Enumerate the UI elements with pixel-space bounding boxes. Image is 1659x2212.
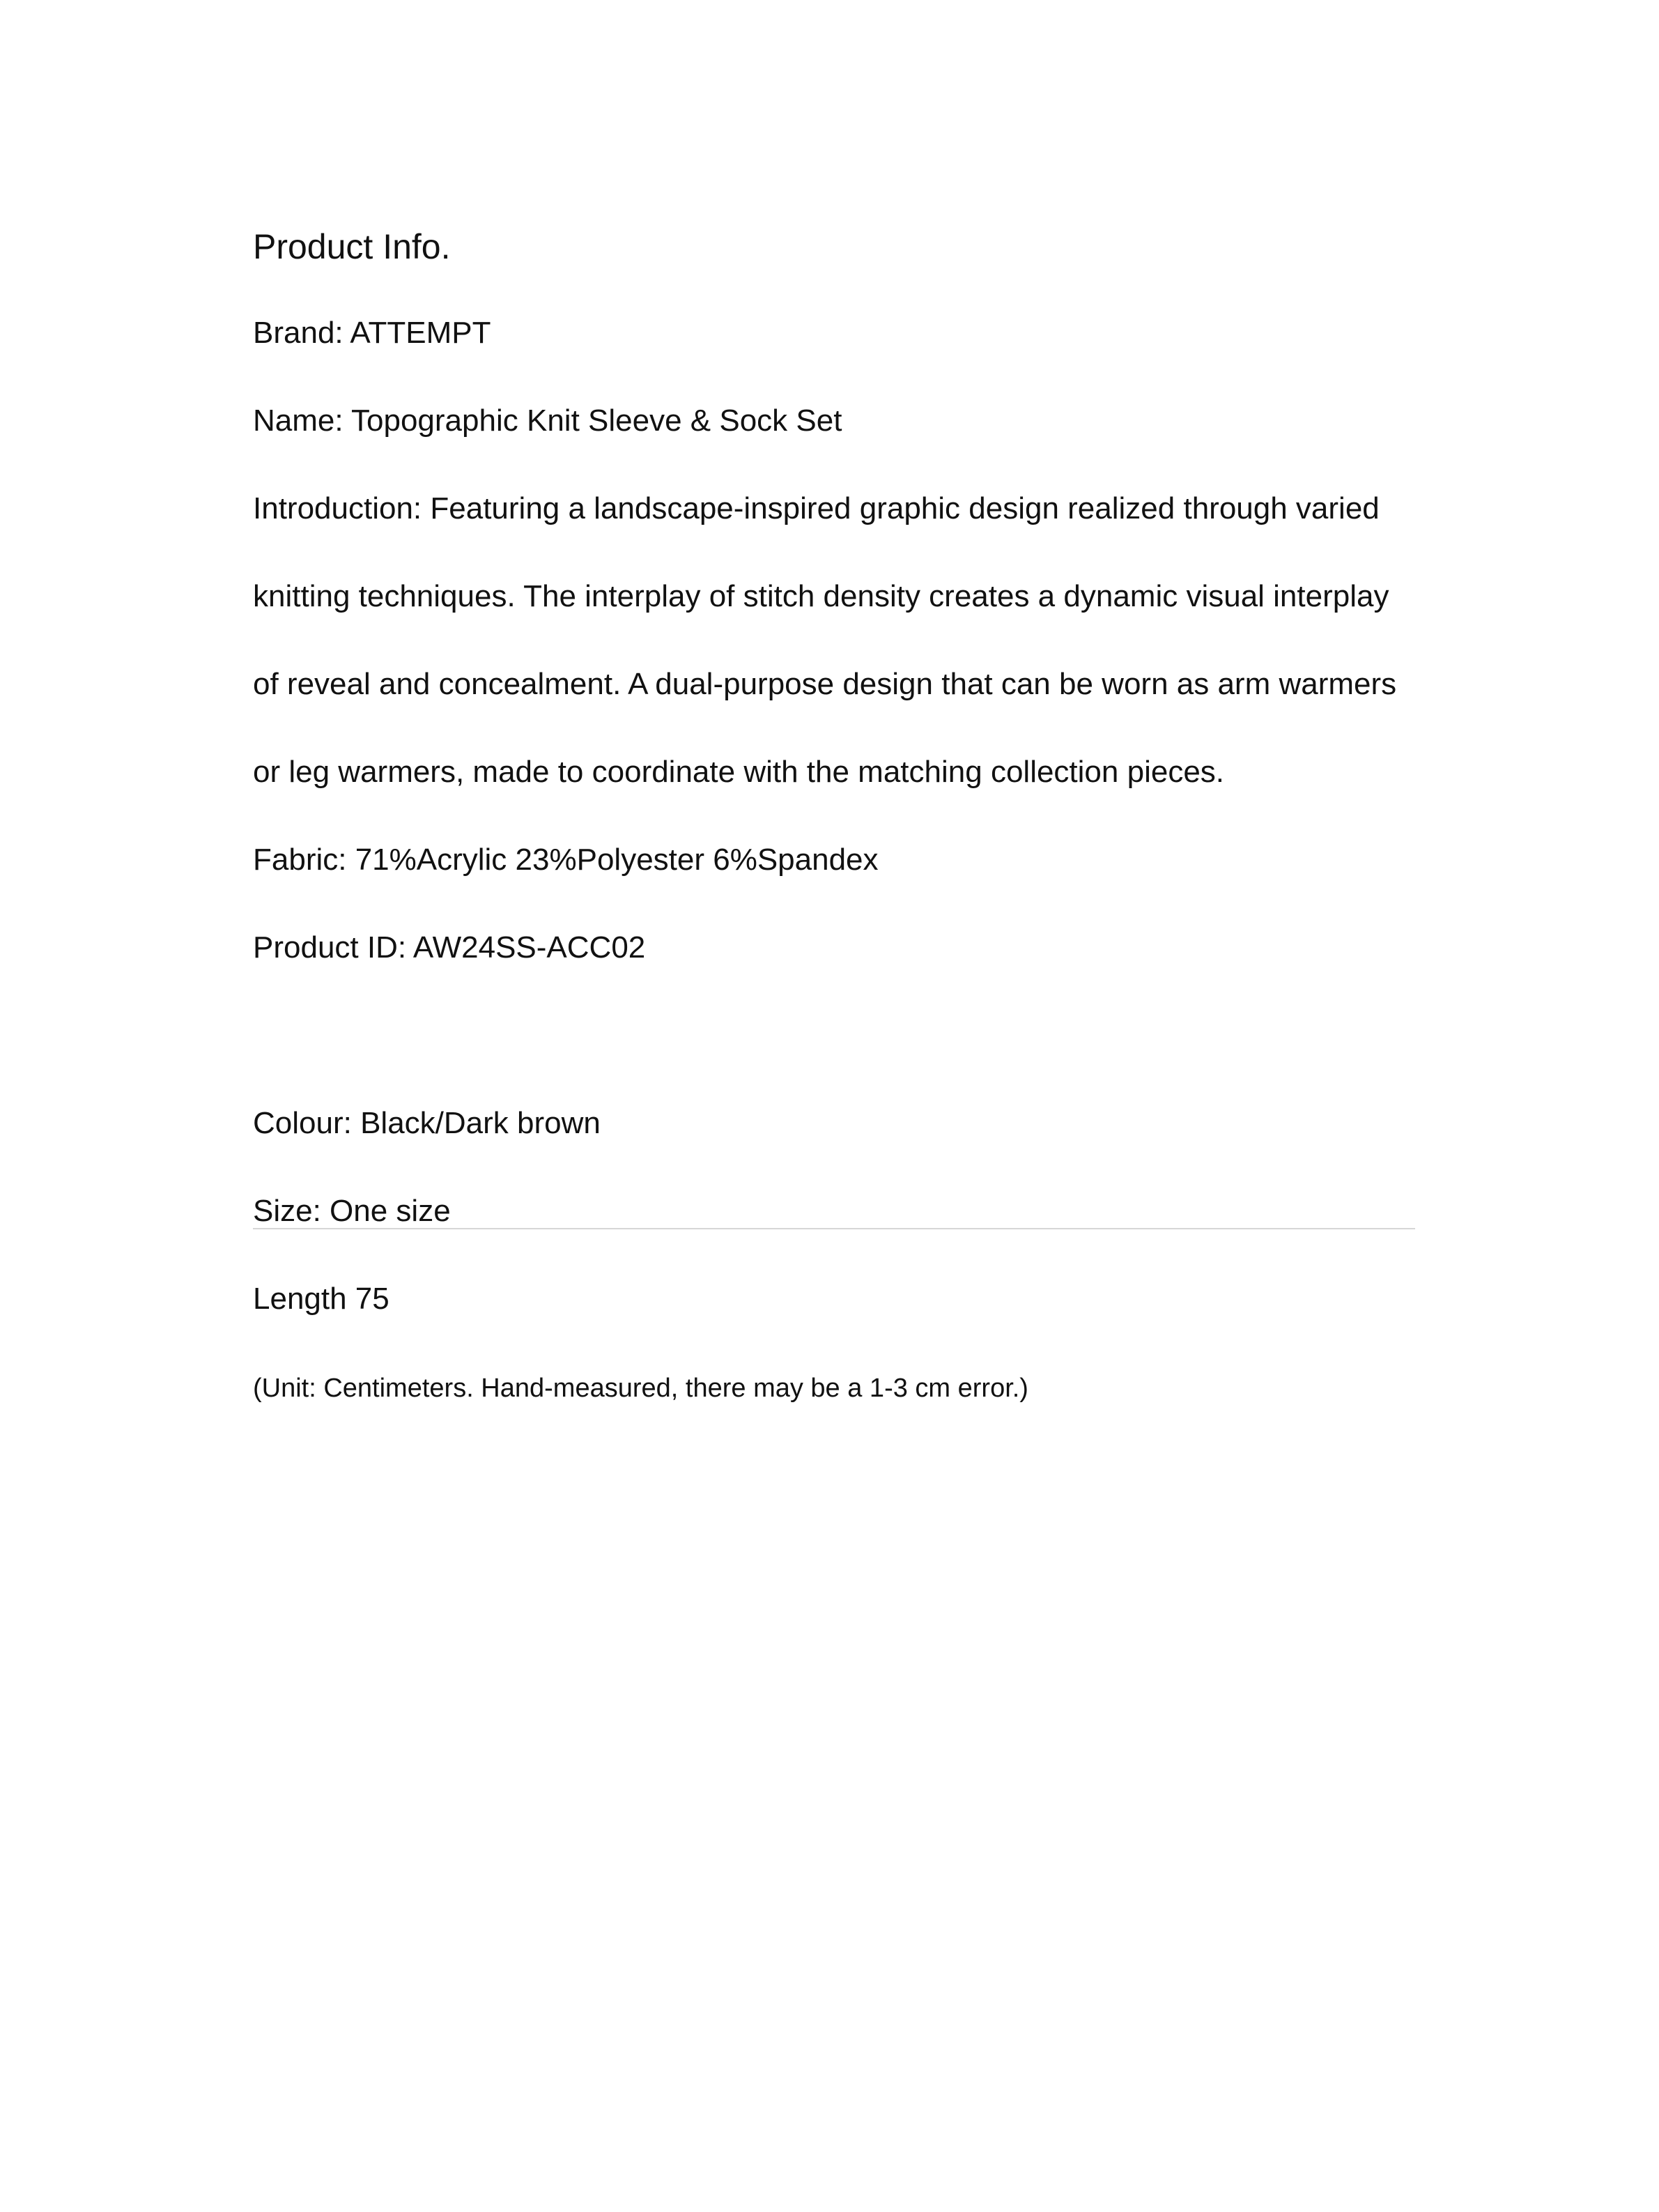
size-line: Size: One size xyxy=(253,1194,451,1228)
introduction-line-4: or leg warmers, made to coordinate with the matching collection pieces. xyxy=(253,755,1225,789)
brand-line: Brand: ATTEMPT xyxy=(253,316,491,350)
product-id-line: Product ID: AW24SS-ACC02 xyxy=(253,930,646,965)
colour-line: Colour: Black/Dark brown xyxy=(253,1106,601,1140)
introduction-line-2: knitting techniques. The interplay of stitch density creates a dynamic visual interplay xyxy=(253,579,1389,613)
introduction-line-1: Introduction: Featuring a landscape-inspired graphic design realized through varied xyxy=(253,491,1380,525)
name-line: Name: Topographic Knit Sleeve & Sock Set xyxy=(253,404,842,438)
length-line: Length 75 xyxy=(253,1282,389,1316)
product-info-document xyxy=(253,0,1437,2212)
introduction-line-3: of reveal and concealment. A dual-purpose design that can be worn as arm warmers xyxy=(253,667,1397,701)
fabric-line: Fabric: 71%Acrylic 23%Polyester 6%Spandex xyxy=(253,843,879,877)
unit-note: (Unit: Centimeters. Hand-measured, there may be a 1-3 cm error.) xyxy=(253,1374,1028,1403)
divider xyxy=(253,1228,1415,1229)
page-title: Product Info. xyxy=(253,227,451,266)
